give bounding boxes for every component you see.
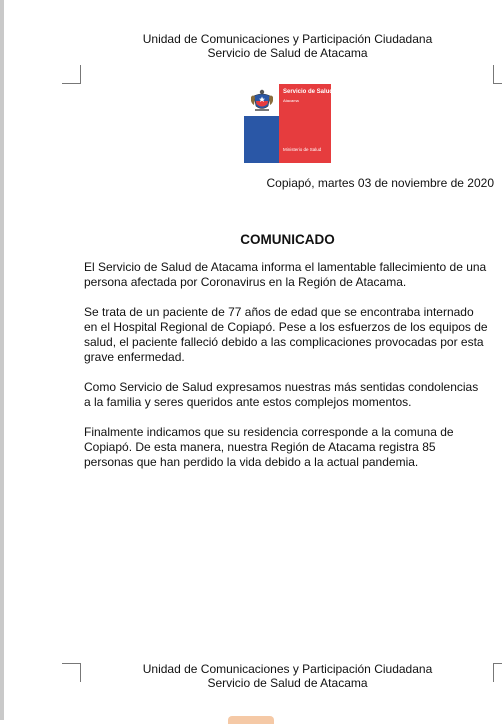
crop-mark-top-right <box>493 65 502 84</box>
coat-of-arms-icon <box>244 84 279 116</box>
bottom-tab[interactable] <box>228 716 274 724</box>
logo-blue-band <box>244 84 279 163</box>
document-date: Copiapó, martes 03 de noviembre de 2020 <box>266 176 494 190</box>
ministry-logo <box>244 84 334 163</box>
footer-line-1: Unidad de Comunicaciones y Participación Ciudadana <box>142 662 433 676</box>
logo-ministry: Ministerio de Salud <box>283 147 322 152</box>
logo-title: Servicio de Salud <box>283 89 334 95</box>
logo-subtitle: Atacama <box>283 98 299 103</box>
paragraph: Como Servicio de Salud expresamos nuestras más sentidas condolencias a la familia y seres queridos ante estos complejos momentos. <box>84 380 479 409</box>
footer-line-2: Servicio de Salud de Atacama <box>207 676 368 690</box>
page-left-edge <box>0 0 4 720</box>
document-body <box>84 260 488 485</box>
document-title: COMUNICADO <box>240 232 335 247</box>
paragraph: Finalmente indicamos que su residencia corresponde a la comuna de Copiapó. De esta manera, nuestra Región de Atacama registra 85 personas que han perdido la vida debido a la actual pandemia. <box>84 425 454 469</box>
header-line-2: Servicio de Salud de Atacama <box>207 46 368 60</box>
paragraph: Se trata de un paciente de 77 años de edad que se encontraba internado en el Hospital Regional de Copiapó. Pese a los esfuerzos de los equipos de salud, el paciente falleció debido a las complicaciones provocadas por esta grave enfermedad. <box>84 305 488 364</box>
header-line-1: Unidad de Comunicaciones y Participación Ciudadana <box>142 32 433 46</box>
document-title-wrap <box>0 232 502 248</box>
page-footer <box>0 662 502 690</box>
logo-blue-block <box>244 116 279 163</box>
logo-red-band <box>279 84 334 163</box>
page-header <box>0 32 502 60</box>
paragraph: El Servicio de Salud de Atacama informa el lamentable fallecimiento de una persona afectada por Coronavirus en la Región de Atacama. <box>84 260 487 289</box>
crop-mark-top-left <box>62 65 81 84</box>
